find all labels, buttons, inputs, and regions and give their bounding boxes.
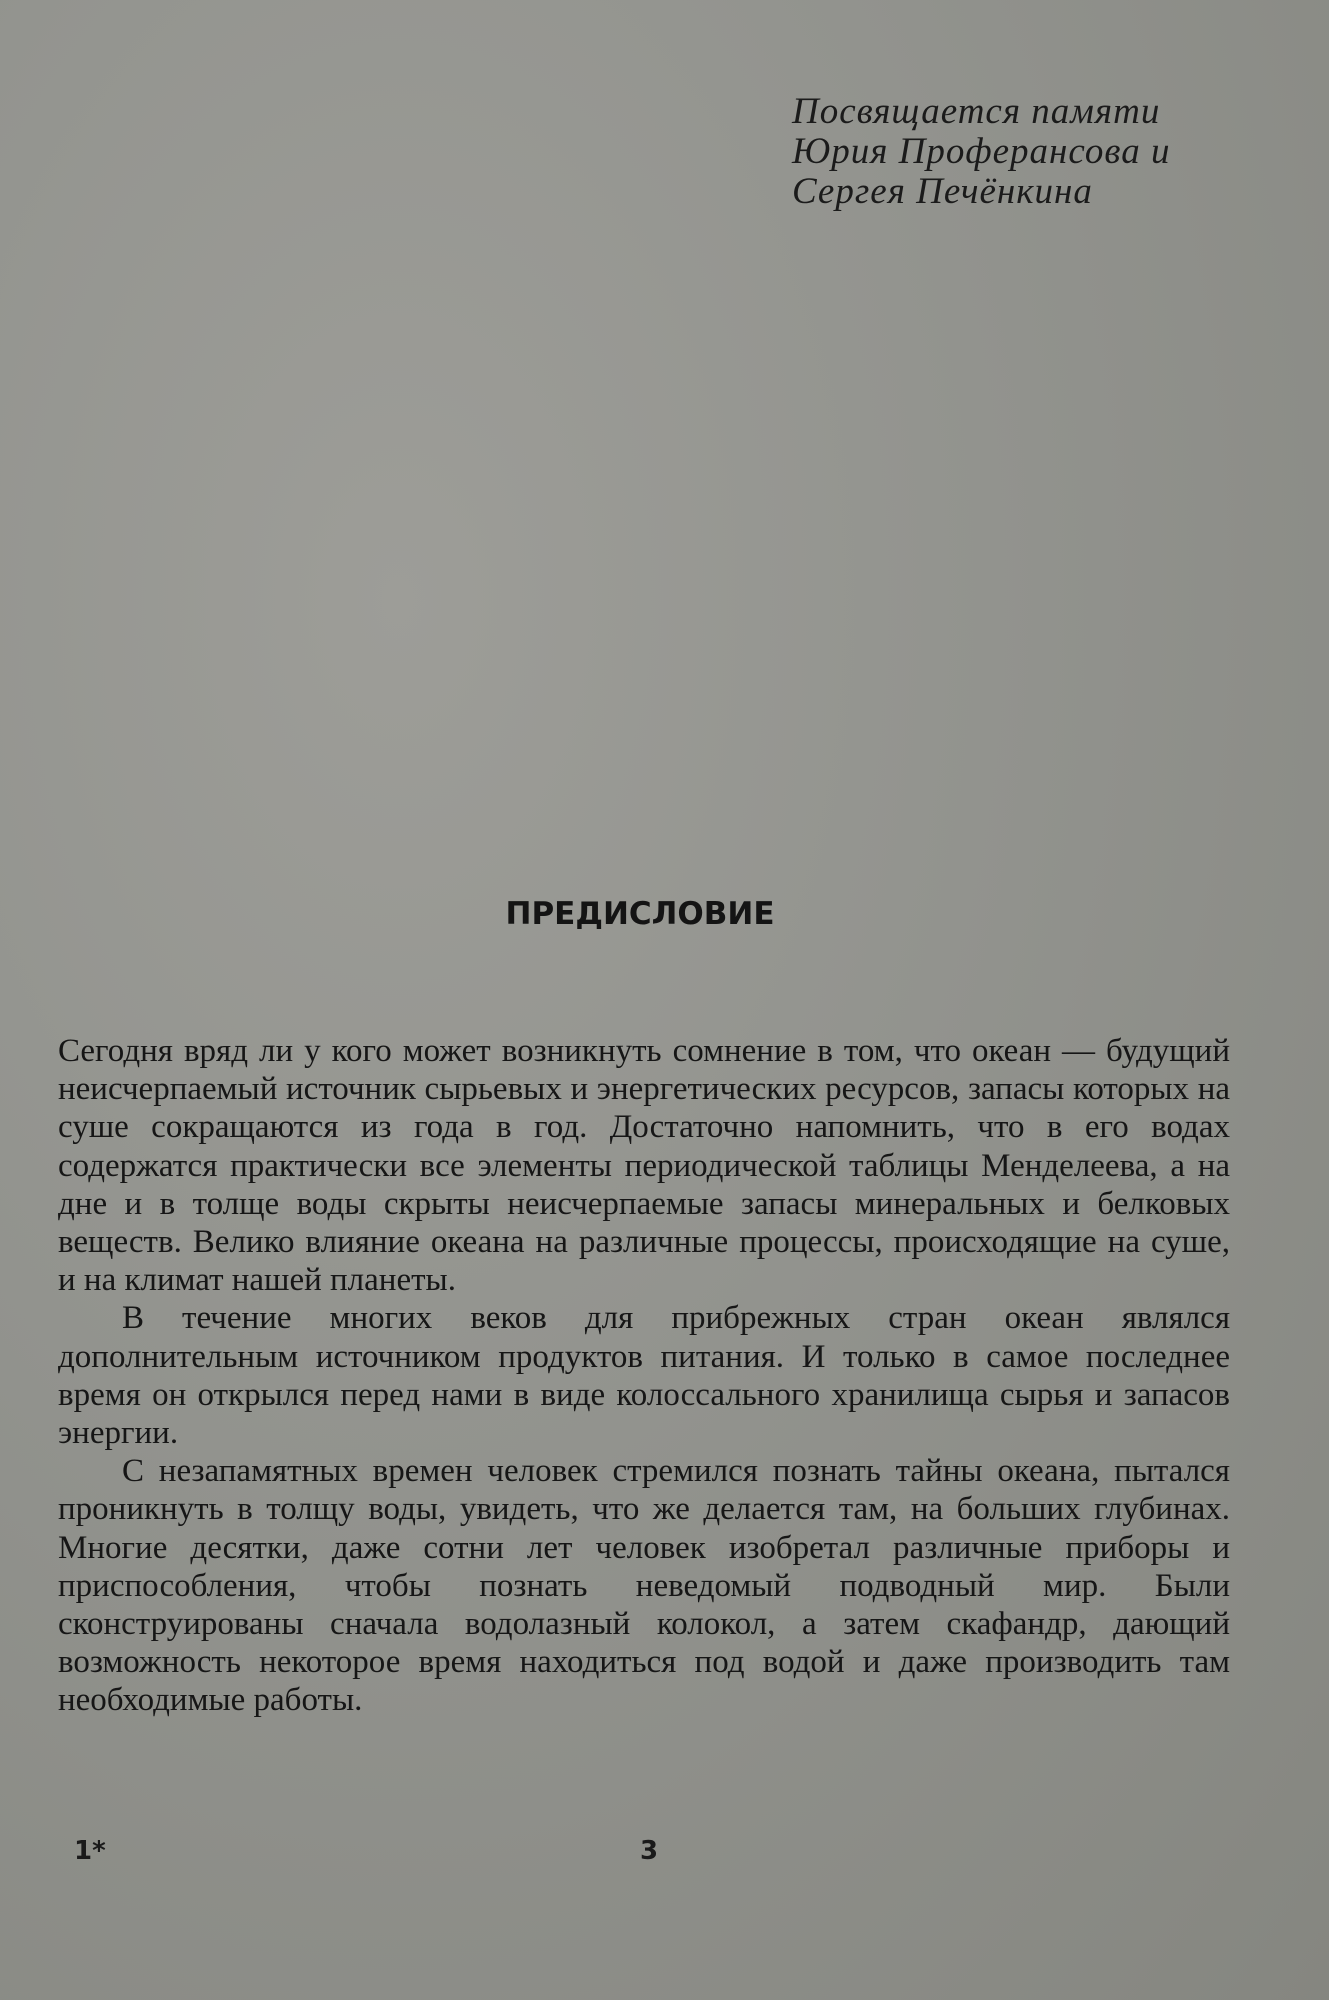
page-number: 3 xyxy=(640,1836,659,1866)
section-heading: ПРЕДИСЛОВИЕ xyxy=(505,896,775,932)
paragraph: С незапамятных времен человек стремился познать тайны океана, пытался проникнуть в толщу воды, увидеть, что же делается там, на больших глубинах. Многие десятки, даже сотни лет человек изобретал различные приборы и приспособления, чтобы познать неведомый подводный мир. Были сконструированы сначала водолазный колокол, а затем скафандр, дающий возможность некоторое время находиться под водой и даже производить там необходимые работы. xyxy=(58,1453,1230,1719)
dedication-line: Юрия Проферансова и xyxy=(792,131,1171,172)
paragraph: Сегодня вряд ли у кого может возникнуть сомнение в том, что океан — будущий неисчерпаемый источник сырьевых и энергетических ресурсов, запасы которых на суше сокращаются из года в год. Достаточно напомнить, что в его водах содержатся практически все элементы периодической таблицы Менделеева, а на дне и в толще воды скрыты неисчерпаемые запасы минеральных и белковых веществ. Велико влияние океана на различные процессы, происходящие на суше, и на климат нашей планеты. xyxy=(58,1033,1230,1299)
body-text xyxy=(58,1032,1230,1720)
dedication xyxy=(792,92,1252,212)
dedication-line: Сергея Печёнкина xyxy=(792,171,1093,212)
dedication-line: Посвящается памяти xyxy=(792,91,1161,132)
paragraph: В течение многих веков для прибрежных стран океан являлся дополнительным источником продуктов питания. И только в самое последнее время он открылся перед нами в виде колоссального хранилища сырья и запасов энергии. xyxy=(58,1300,1230,1452)
signature-mark: 1* xyxy=(74,1836,106,1866)
